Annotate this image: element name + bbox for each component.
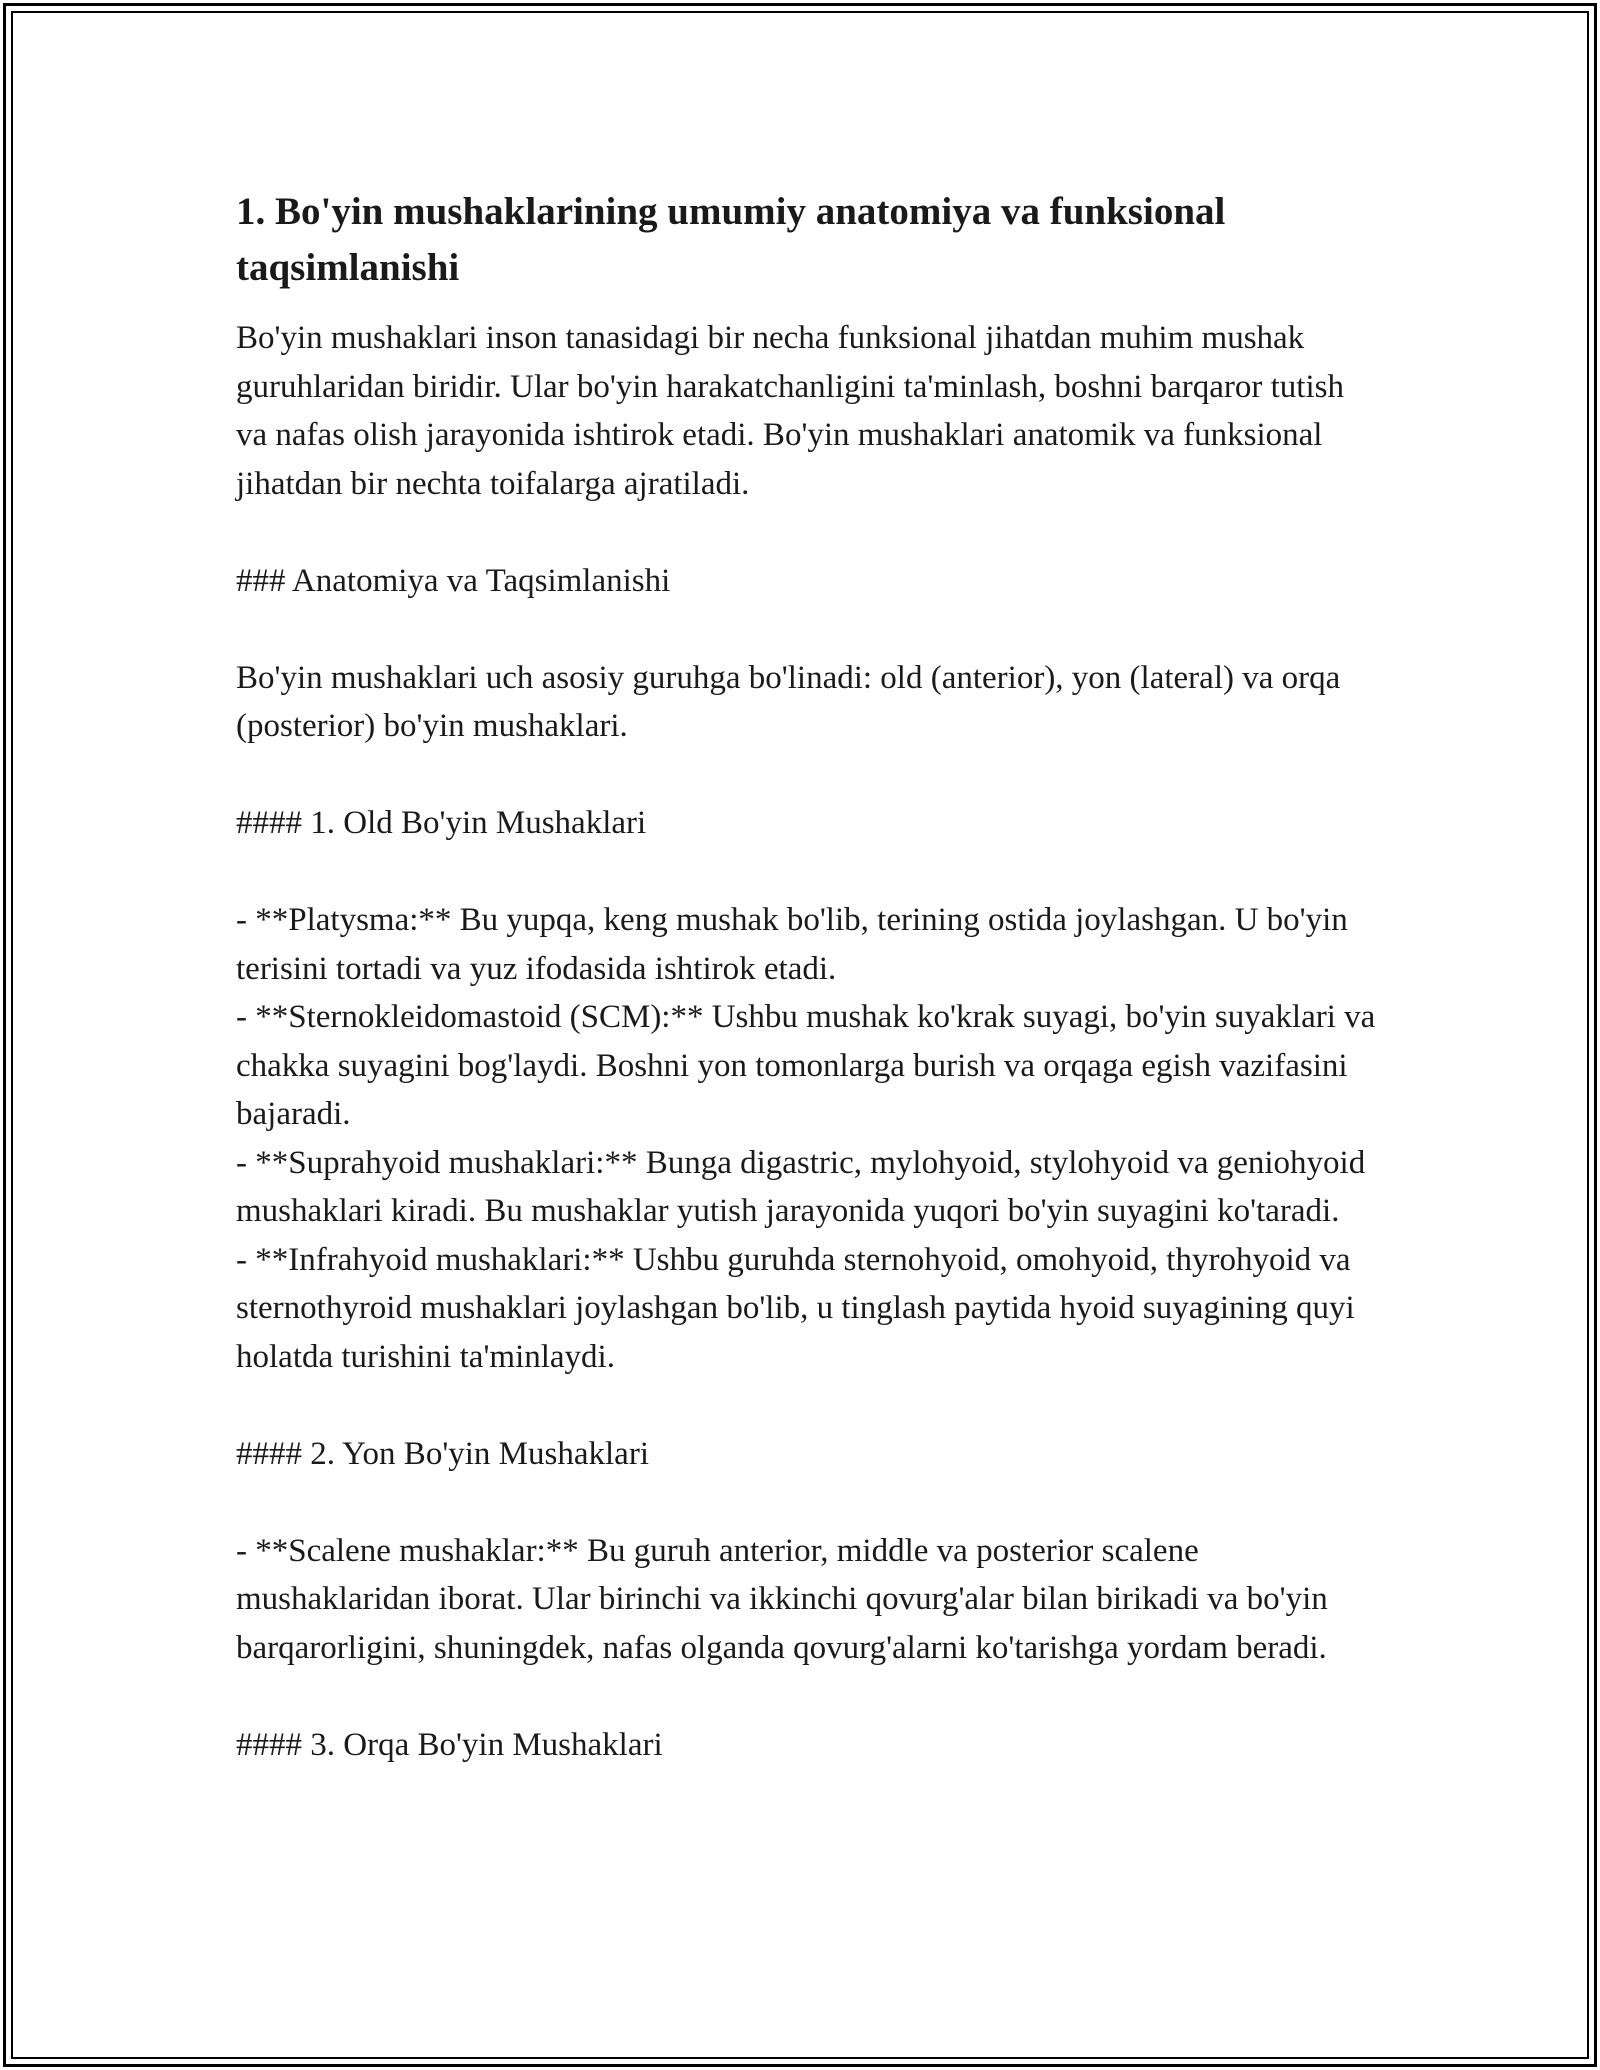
- spacer: [236, 751, 1376, 800]
- intro-paragraph: Bo'yin mushaklari inson tanasidagi bir necha funksional jihatdan muhim mushak guruhlaridan biridir. Ular bo'yin harakatchanligini ta'minlash, boshni barqaror tutish va nafas olish jarayonida ishtirok etadi. Bo'yin mushaklari anatomik va funksional jihatdan bir nechta toifalarga ajratiladi.: [236, 320, 1344, 502]
- spacer: [236, 1381, 1376, 1430]
- list-item-suprahyoid: - **Suprahyoid mushaklari:** Bunga digastric, mylohyoid, stylohyoid va geniohyoid mushaklari kiradi. Bu mushaklar yutish jarayonida yuqori bo'yin suyagini ko'taradi.: [236, 1144, 1366, 1229]
- spacer: [236, 1672, 1376, 1721]
- list-item-sternokleidomastoid: - **Sternokleidomastoid (SCM):** Ushbu mushak ko'krak suyagi, bo'yin suyaklari va chakka suyagini bog'laydi. Boshni yon tomonlarga burish va orqaga egish vazifasini bajaradi.: [236, 999, 1376, 1132]
- spacer: [236, 508, 1376, 557]
- list-item-infrahyoid: - **Infrahyoid mushaklari:** Ushbu guruhda sternohyoid, omohyoid, thyrohyoid va sternothyroid mushaklari joylashgan bo'lib, u tinglash paytida hyoid suyagining quyi holatda turishini ta'minlaydi.: [236, 1241, 1355, 1375]
- heading-anatomy: ### Anatomiya va Taqsimlanishi: [236, 562, 671, 599]
- spacer: [236, 605, 1376, 654]
- document-title: 1. Bo'yin mushaklarining umumiy anatomiya va funksional taqsimlanishi: [236, 190, 1226, 289]
- heading-yon-muscles: #### 2. Yon Bo'yin Mushaklari: [236, 1435, 649, 1472]
- groups-paragraph: Bo'yin mushaklari uch asosiy guruhga bo'linadi: old (anterior), yon (lateral) va orqa (posterior) bo'yin mushaklari.: [236, 659, 1341, 744]
- list-item-scalene: - **Scalene mushaklar:** Bu guruh anterior, middle va posterior scalene mushaklaridan iborat. Ular birinchi va ikkinchi qovurg'alar bilan birikadi va bo'yin barqarorligini, shuningdek, nafas olganda qovurg'alarni ko'tarishga yordam beradi.: [236, 1532, 1328, 1666]
- spacer: [236, 1478, 1376, 1527]
- document-body: [236, 184, 1376, 1769]
- heading-orqa-muscles: #### 3. Orqa Bo'yin Mushaklari: [236, 1726, 663, 1763]
- list-item-platysma: - **Platysma:** Bu yupqa, keng mushak bo'lib, terining ostida joylashgan. U bo'yin terisini tortadi va yuz ifodasida ishtirok etadi.: [236, 902, 1348, 987]
- spacer: [236, 848, 1376, 897]
- heading-old-muscles: #### 1. Old Bo'yin Mushaklari: [236, 805, 647, 841]
